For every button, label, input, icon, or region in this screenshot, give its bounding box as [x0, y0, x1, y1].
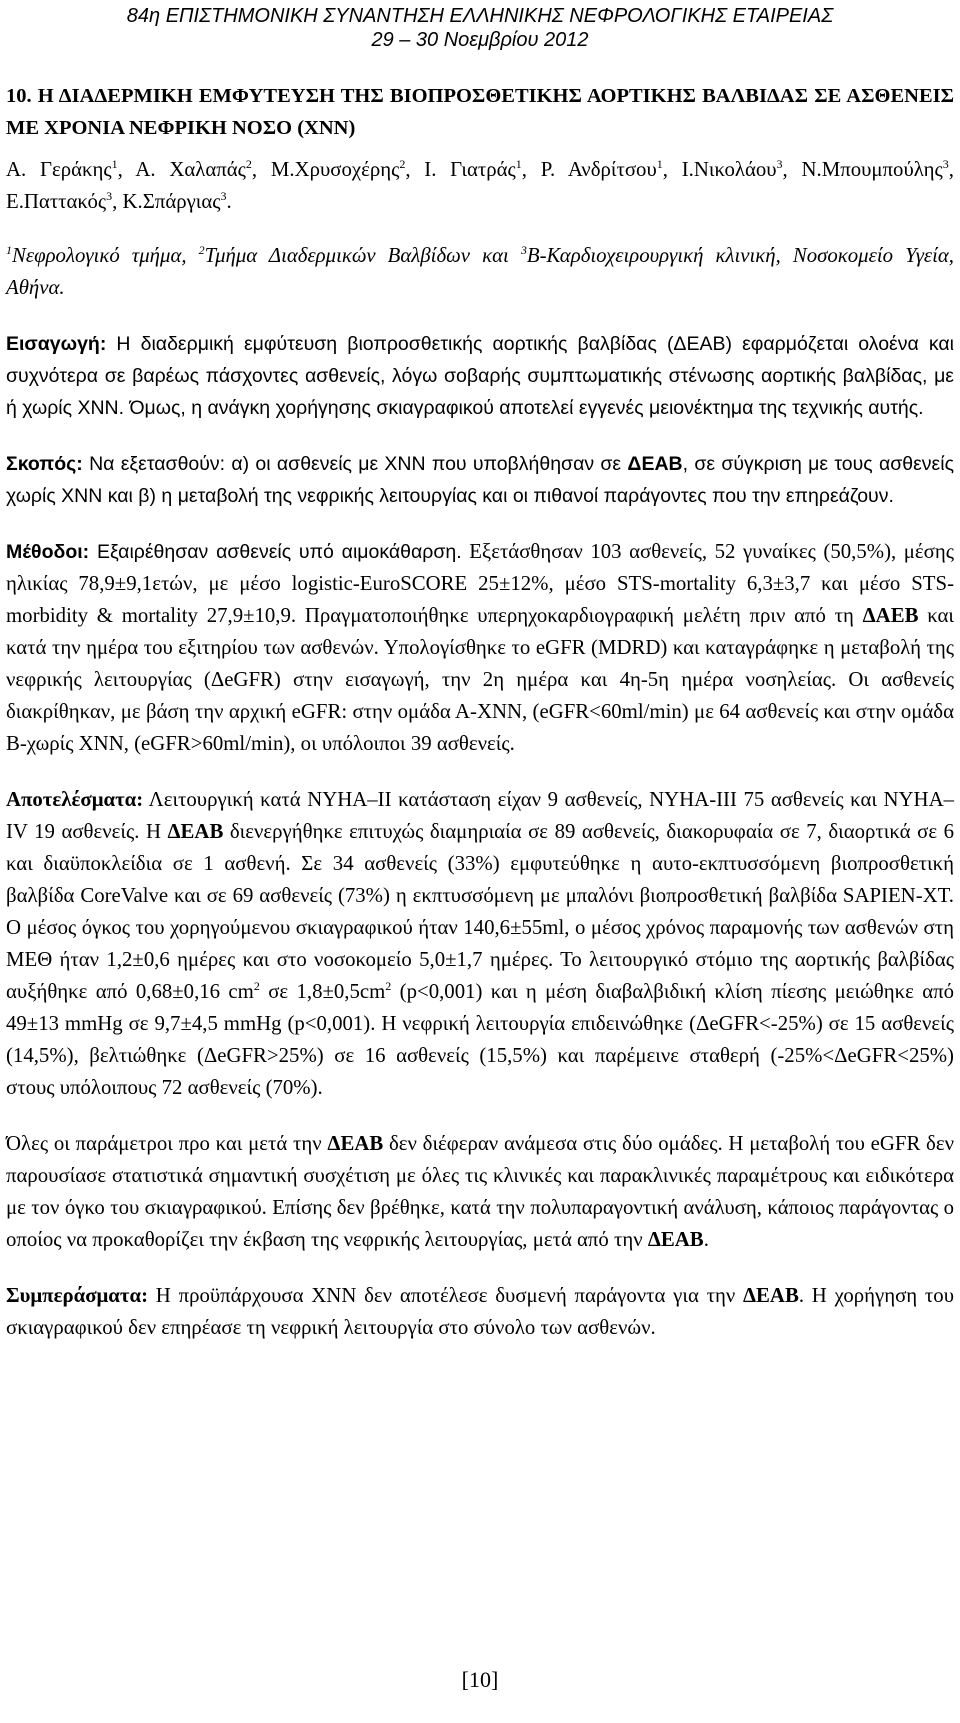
author-affiliation-mark: 3	[106, 189, 113, 204]
conference-header-title: 84η ΕΠΙΣΤΗΜΟΝΙΚΗ ΣΥΝΑΝΤΗΣΗ ΕΛΛΗΝΙΚΗΣ ΝΕΦΡΟΛΟΓΙΚΗΣ ΕΤΑΙΡΕΙΑΣ	[126, 5, 834, 27]
author-name: Μ.Χρυσοχέρης	[270, 158, 400, 181]
abstract-title: 10. Η ΔΙΑΔΕΡΜΙΚΗ ΕΜΦΥΤΕΥΣΗ ΤΗΣ ΒΙΟΠΡΟΣΘΕΤΙΚΗΣ ΑΟΡΤΙΚΗΣ ΒΑΛΒΙΔΑΣ ΣΕ ΑΣΘΕΝΕΙΣ ΜΕ ΧΡΟΝΙΑ ΝΕΦΡΙΚΗ ΝΟΣΟ (ΧΝΝ)	[6, 85, 954, 139]
bold-term: ΔΕΑΒ	[647, 1228, 704, 1251]
section-text: .	[703, 1228, 709, 1251]
bold-term: ΔΕΑΒ	[167, 820, 224, 843]
author-name: Ε.Παττακός	[6, 190, 107, 213]
section-label: Συμπεράσματα:	[6, 1284, 149, 1307]
section-text: . Η χορήγηση του σκιαγραφικού δεν επηρέασε τη νεφρική λειτουργία στο σύνολο των ασθενών.	[6, 1284, 954, 1339]
section-discussion	[6, 1128, 954, 1256]
author-name: Ι.Νικολάου	[681, 158, 777, 181]
bold-term: ΔΕΑΒ	[327, 1132, 384, 1155]
author-affiliation-mark: 2	[245, 157, 252, 172]
author-list: Α. Γεράκης$^1$, Α. Χαλαπάς$^2$, Μ.Χρυσοχέρης$^2$, Ι. Γιατράς$^1$, Ρ. Ανδρίτσου$^1$, Ι.Νικολάου$^3$, Ν.Μπουμπούλης$^3$, Ε.Παττακός$^3$, Κ.Σπάργιας$^3$.	[6, 157, 954, 213]
conference-header-date: 29 – 30 Νοεμβρίου 2012	[371, 29, 589, 51]
affiliation-text: Νεφρολογικό τμήμα,	[12, 244, 199, 267]
section-conclusion	[6, 1280, 954, 1344]
author-name: Α. Γεράκης	[6, 158, 112, 181]
affiliation-mark: 3	[520, 243, 527, 258]
section-label: Μέθοδοι:	[6, 541, 90, 563]
section-text: Εξαιρέθησαν ασθενείς υπό αιμοκάθαρση.	[89, 541, 462, 563]
author-affiliation-mark: 1	[515, 157, 522, 172]
bold-term: ΔΕΑΒ	[627, 453, 683, 475]
bold-term: ΔΕΑΒ	[743, 1284, 799, 1307]
section-text: δεν διέφεραν ανάμεσα στις δύο ομάδες. Η μεταβολή του eGFR δεν παρουσίασε στατιστικά σημαντική συσχέτιση με όλες τις κλινικές και παρακλινικές παραμέτρους και ειδικότερα με τον όγκο του σκιαγραφικού. Επίσης δεν βρέθηκε, κατά την πολυπαραγοντική ανάλυση, κάποιος παράγοντας ο οποίος να προκαθορίζει την έκβαση της νεφρικής λειτουργίας, μετά από την	[6, 1132, 954, 1251]
section-label: Εισαγωγή:	[6, 333, 107, 355]
author-affiliation-mark: 3	[942, 157, 949, 172]
section-label: Σκοπός:	[6, 453, 83, 475]
section-text: Λειτουργική κατά NYHA–II κατάσταση είχαν 9 ασθενείς, NYHA-III 75 ασθενείς και NYHA–IV 19 ασθενείς. Η	[6, 788, 954, 843]
section-methods	[6, 536, 954, 760]
affiliation-list	[6, 240, 954, 304]
section-text: και κατά την ημέρα του εξιτηρίου των ασθενών. Υπολογίσθηκε το eGFR (MDRD) και καταγράφηκε η μεταβολή της νεφρικής λειτουργίας (ΔeGFR) στην εισαγωγή, την 2η ημέρα και 4η-5η ημέρα νοσηλείας. Οι ασθενείς διακρίθηκαν, με βάση την αρχική eGFR: στην ομάδα Α-ΧΝΝ, (eGFR<60ml/min) με 64 ασθενείς και στην ομάδα Β-χωρίς ΧΝΝ, (eGFR>60ml/min), οι υπόλοιποι 39 ασθενείς.	[6, 604, 954, 755]
section-results	[6, 784, 954, 1104]
section-aim	[6, 448, 954, 512]
author-affiliation-mark: 1	[111, 157, 118, 172]
affiliation-text: Τμήμα Διαδερμικών Βαλβίδων και	[204, 244, 521, 267]
affiliation-mark: 2	[198, 243, 205, 258]
author-name: Ν.Μπουμπούλης	[801, 158, 943, 181]
author-affiliation-mark: 3	[220, 189, 227, 204]
section-text: Όλες οι παράμετροι προ και μετά την	[6, 1132, 328, 1155]
page-number: [10]	[461, 1667, 499, 1692]
bold-term: ΔΑΕΒ	[862, 604, 919, 627]
section-text: , σε σύγκριση με τους ασθενείς χωρίς ΧΝΝ και β) η μεταβολή της νεφρικής λειτουργίας και οι πιθανοί παράγοντες που την επηρεάζουν.	[6, 453, 954, 507]
author-name: Ι. Γιατράς	[424, 158, 516, 181]
author-name: Ρ. Ανδρίτσου	[540, 158, 657, 181]
section-introduction	[6, 328, 954, 424]
superscript: 2	[253, 979, 260, 994]
author-name: Α. Χαλαπάς	[135, 158, 246, 181]
section-text: Να εξετασθούν: α) οι ασθενείς με ΧΝΝ που υποβλήθησαν σε	[82, 453, 628, 475]
section-text: σε 1,8±0,5cm	[259, 980, 386, 1003]
section-text: (p<0,001) και η μέση διαβαλβιδική κλίση πίεσης μειώθηκε από 49±13 mmHg σε 9,7±4,5 mmHg (p<0,001). Η νεφρική λειτουργία επιδεινώθηκε (ΔeGFR<-25%) σε 15 ασθενείς (14,5%), βελτιώθηκε (ΔeGFR>25%) σε 16 ασθενείς (15,5%) και παρέμεινε σταθερή (-25%<ΔeGFR<25%) στους υπόλοιπους 72 ασθενείς (70%).	[6, 980, 954, 1099]
abstract-body	[6, 80, 954, 1344]
section-text: Εξετάσθησαν 103 ασθενείς, 52 γυναίκες (50,5%), μέσης ηλικίας 78,9±9,1ετών, με μέσο logistic-EuroSCORE 25±12%, μέσο STS-mortality 6,3±3,7 και μέσο STS-morbidity & mortality 27,9±10,9. Πραγματοποιήθηκε υπερηχοκαρδιογραφική μελέτη πριν από τη	[6, 540, 954, 627]
author-affiliation-mark: 1	[656, 157, 663, 172]
section-text: Η διαδερμική εμφύτευση βιοπροσθετικής αορτικής βαλβίδας (ΔΕΑΒ) εφαρμόζεται ολοένα και συχνότερα σε βαρέως πάσχοντες ασθενείς, λόγω σοβαρής συμπτωματικής στένωσης αορτικής βαλβίδας, με ή χωρίς ΧΝΝ. Όμως, η ανάγκη χορήγησης σκιαγραφικού αποτελεί εγγενές μειονέκτημα της τεχνικής αυτής.	[6, 333, 954, 419]
affiliation-mark: 1	[6, 243, 12, 258]
affiliation-text: Β-Καρδιοχειρουργική κλινική, Νοσοκομείο Υγεία, Αθήνα.	[6, 244, 954, 299]
superscript: 2	[385, 979, 392, 994]
author-name: Κ.Σπάργιας	[122, 190, 221, 213]
section-label: Αποτελέσματα:	[6, 788, 144, 811]
author-affiliation-mark: 3	[776, 157, 783, 172]
section-text: Η προϋπάρχουσα ΧΝΝ δεν αποτέλεσε δυσμενή παράγοντα για την	[148, 1284, 744, 1307]
author-affiliation-mark: 2	[399, 157, 406, 172]
section-text: διενεργήθηκε επιτυχώς διαμηριαία σε 89 ασθενείς, διακορυφαία σε 7, διαορτικά σε 6 και διαϋποκλείδια σε 1 ασθενή. Σε 34 ασθενείς (33%) εμφυτεύθηκε η αυτο-εκπτυσσόμενη βιοπροσθετική βαλβίδα CoreValve και σε 69 ασθενείς (73%) η εκπτυσσόμενη με μπαλόνι βιοπροσθετική βαλβίδα SAPIEN-XT. Ο μέσος όγκος του χορηγούμενου σκιαγραφικού ήταν 140,6±55ml, ο μέσος χρόνος παραμονής των ασθενών στη ΜΕΘ ήταν 1,2±0,6 ημέρες και στο νοσοκομείο 5,0±1,7 ημέρες. Το λειτουργικό στόμιο της αορτικής βαλβίδας αυξήθηκε από 0,68±0,16 cm	[6, 820, 954, 1003]
